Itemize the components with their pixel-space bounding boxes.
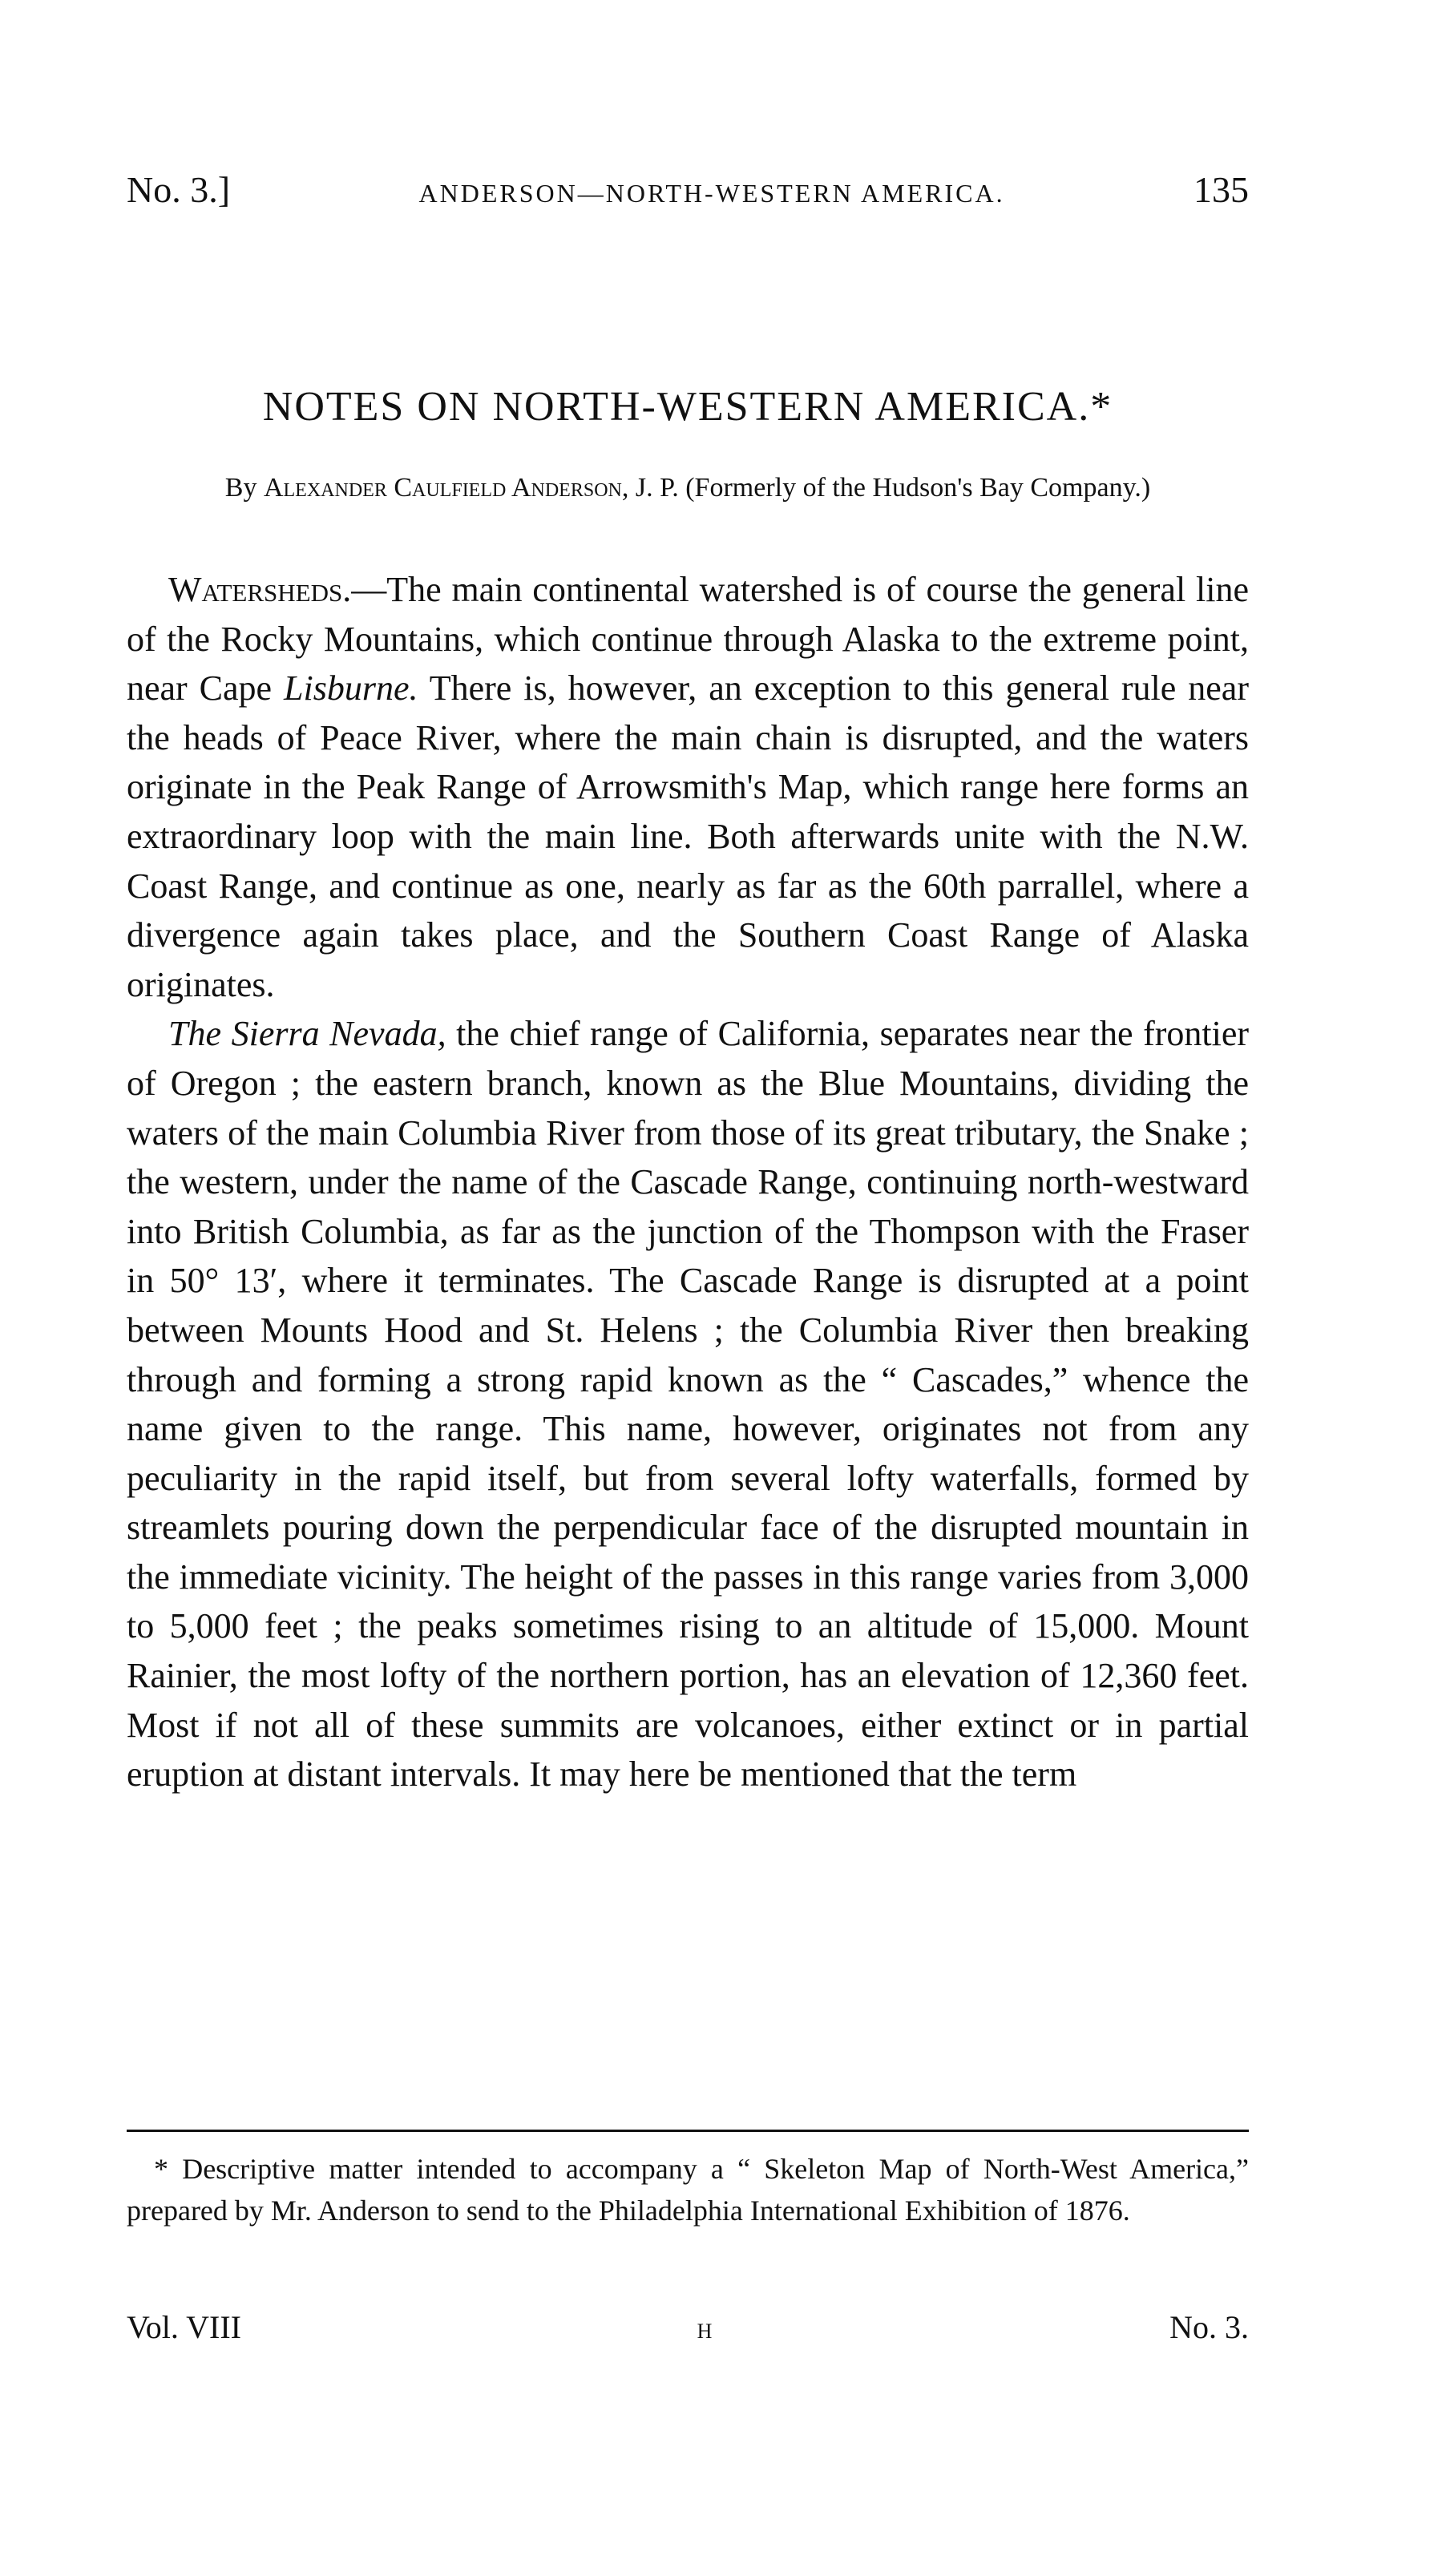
- page-number: 135: [1193, 169, 1249, 210]
- volume-label: Vol. VIII: [127, 2309, 241, 2345]
- paragraph-watersheds: [127, 565, 1249, 1009]
- body-text: [127, 565, 1249, 1799]
- byline-prefix: By: [224, 473, 257, 503]
- paragraph-text-continued: There is, however, an exception to this general rule near the heads of Peace River, where the main chain is disrupted, and the waters originate in the Peak Range of Arrowsmith's Map, which range here forms an extraordinary loop with the main line. Both afterwards unite with the N.W. Coast Range, and continue as one, nearly as far as the 60th parrallel, where a divergence again takes place, and the Southern Coast Range of Alaska originates.: [127, 668, 1249, 1004]
- running-title: ANDERSON—NORTH-WESTERN AMERICA.: [418, 179, 1005, 208]
- signature-line: [127, 2308, 1249, 2346]
- signature-mark: H: [697, 2320, 714, 2343]
- footnote: [127, 2148, 1249, 2231]
- footnote-rule: [127, 2130, 1249, 2132]
- footnote-text: * Descriptive matter intended to accompany a “ Skeleton Map of North-West America,” prepared by Mr. Anderson to send to the Philadelphia International Exhibition of 1876.: [127, 2153, 1249, 2227]
- place-name-italic: Lisburne.: [284, 668, 418, 709]
- issue-label: No. 3.: [1169, 2309, 1249, 2345]
- byline: [127, 469, 1249, 507]
- paragraph-lead-italic: The Sierra Nevada,: [168, 1014, 446, 1054]
- paragraph-sierra-nevada: [127, 1009, 1249, 1799]
- paragraph-text: the chief range of California, separates near the frontier of Oregon ; the eastern branch, known as the Blue Mountains, dividing the waters of the main Columbia River from those of its great tributary, the Snake ; the western, under the name of the Cascade Range, continuing north-westward into British Columbia, as far as the junction of the Thompson with the Fraser in 50° 13′, where it terminates. The Cascade Range is disrupted at a point between Mounts Hood and St. Helens ; the Columbia River then breaking through and forming a strong rapid known as the “ Cascades,” whence the name given to the range. This name, however, originates not from any peculiarity in the rapid itself, but from several lofty waterfalls, formed by streamlets pouring down the perpendicular face of the disrupted mountain in the immediate vicinity. The height of the passes in this range varies from 3,000 to 5,000 feet ; the peaks sometimes rising to an altitude of 15,000. Mount Rainier, the most lofty of the northern portion, has an elevation of 12,360 feet. Most if not all of these summits are volcanoes, either extinct or in partial eruption at distant intervals. It may here be mentioned that the term: [127, 1014, 1250, 1795]
- issue-number: No. 3.]: [127, 169, 231, 210]
- paragraph-lead: Watersheds.: [168, 570, 352, 609]
- byline-suffix: , J. P. (Formerly of the Hudson's Bay Company.): [621, 473, 1151, 503]
- running-head: [127, 168, 1249, 216]
- paragraph-text: —The main continental watershed is of course the general line of the Rocky Mountains, which continue through Alaska to the extreme point, near Cape: [127, 570, 1249, 709]
- author-name: Alexander Caulfield Anderson: [263, 473, 622, 503]
- article-title: NOTES ON NORTH-WESTERN AMERICA.*: [262, 384, 1113, 430]
